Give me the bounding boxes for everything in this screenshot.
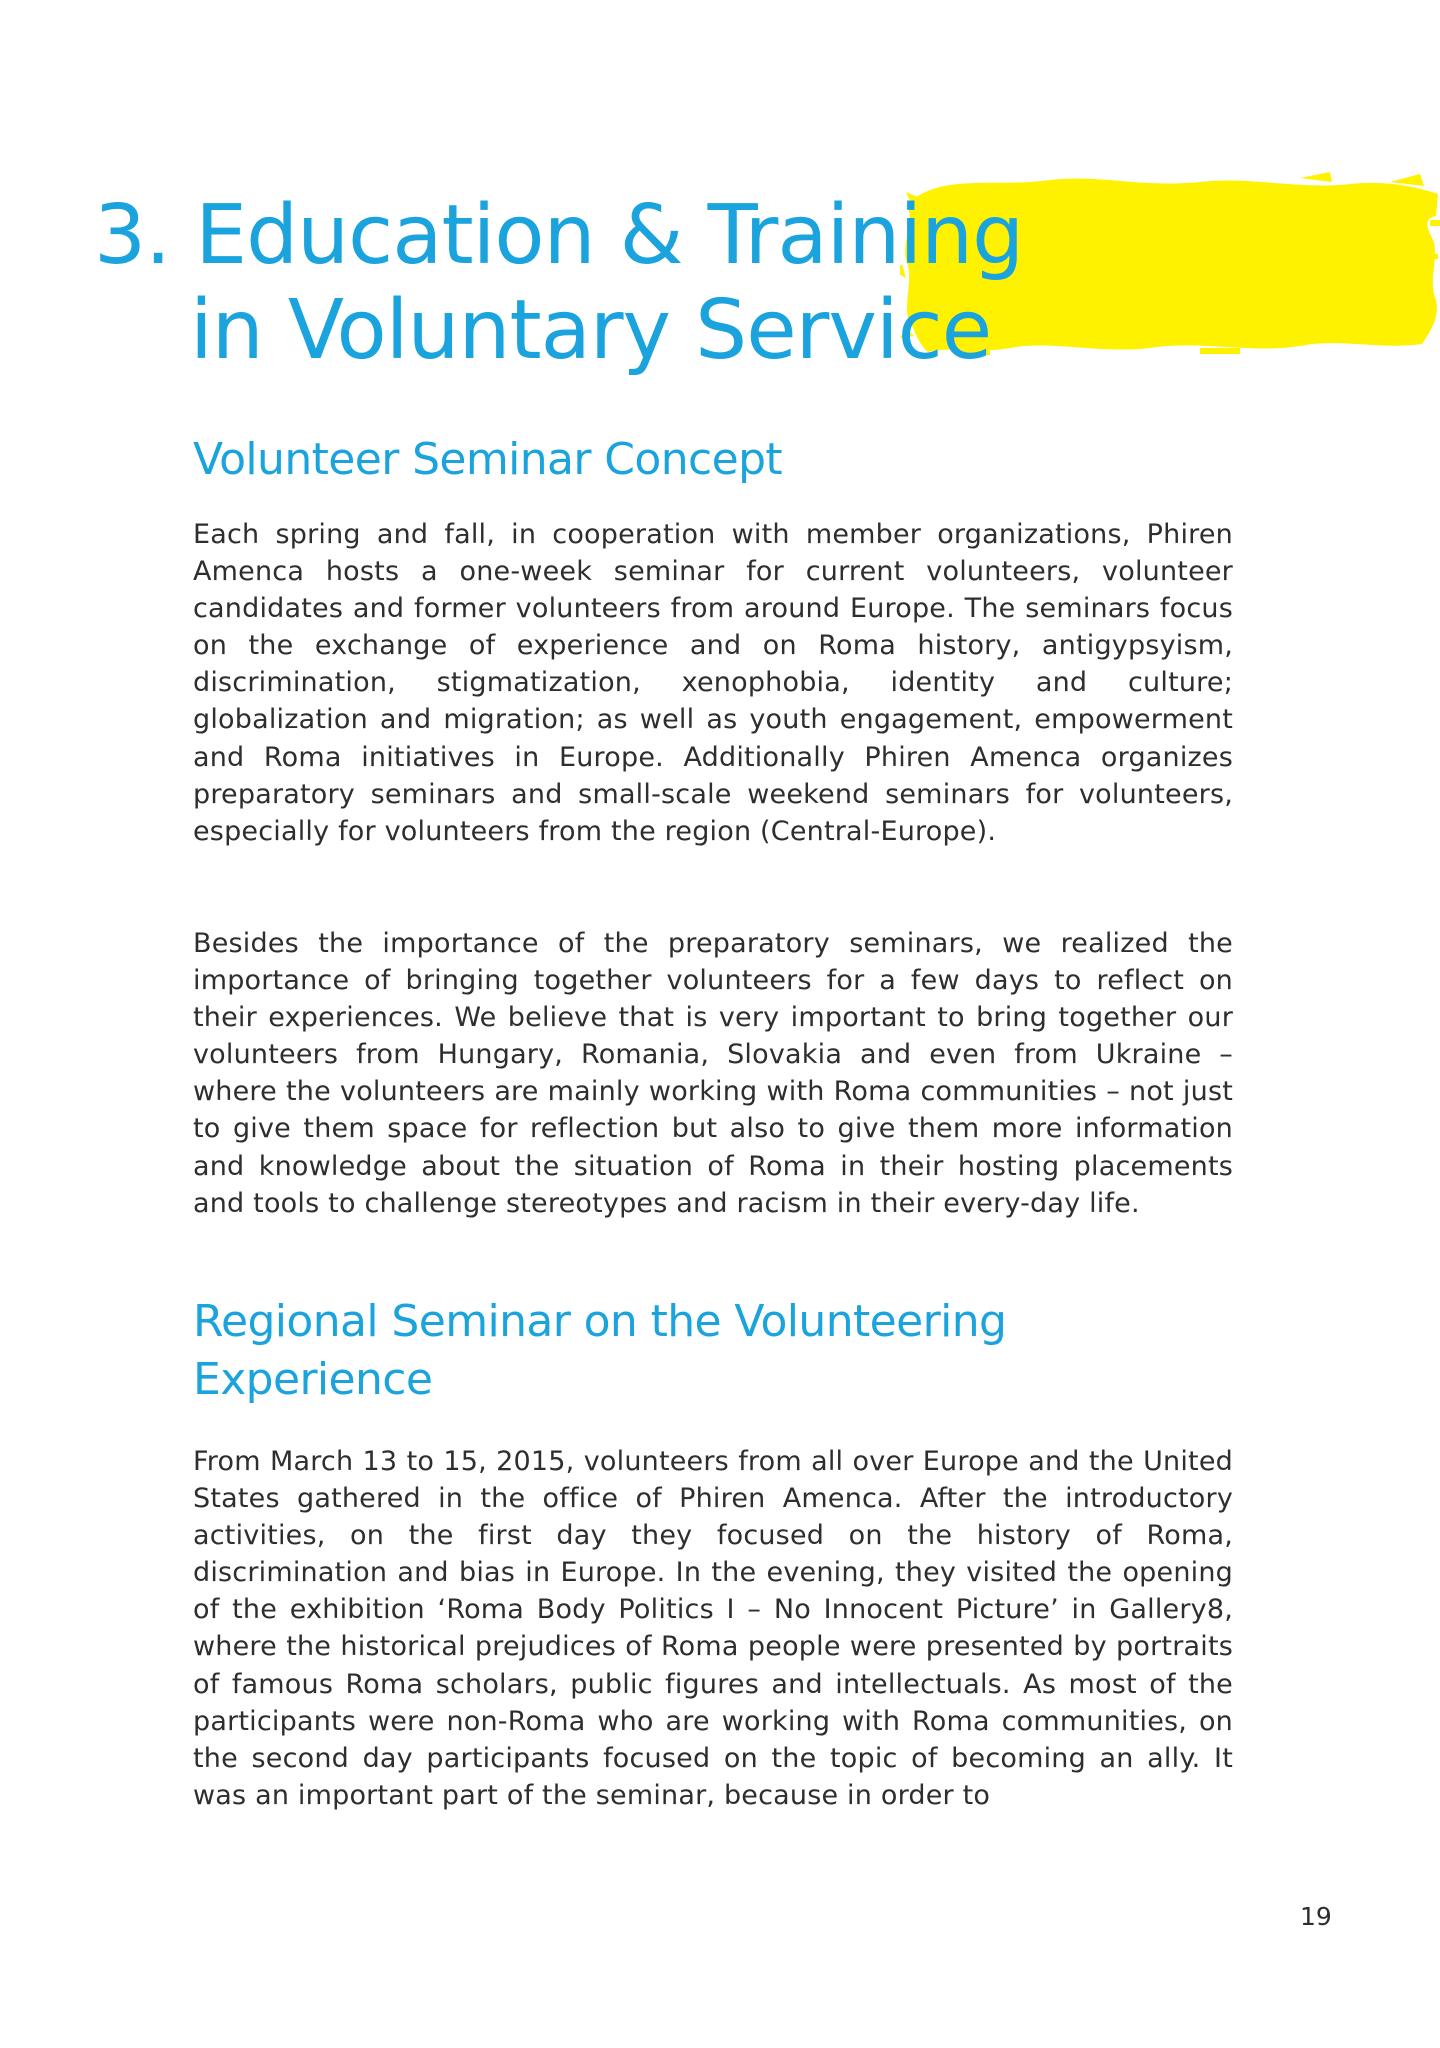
chapter-title-line-1: 3. Education & Training <box>94 188 1024 283</box>
paragraph-regional-seminar: From March 13 to 15, 2015, volunteers from all over Europe and the United States gathered in the office of Phiren Amenca. After the introductory activities, on the first day they focused on the history of Roma, discrimination and bias in Europe. In the evening, they visited the opening of the exhibition ‘Roma Body Politics I – No Innocent Picture’ in Gallery8, where the historical prejudices of Roma people were presented by portraits of famous Roma scholars, public figures and intellectuals. As most of the participants were non-Roma who are working with Roma communities, on the second day participants focused on the topic of becoming an ally. It was an important part of the seminar, because in order to <box>193 1446 1233 1811</box>
paragraph-importance: Besides the importance of the preparatory seminars, we realized the importance of bringing together volunteers for a few days to reflect on their experiences. We believe that is very important to bring together our volunteers from Hungary, Romania, Slovakia and even from Ukraine – where the volunteers are mainly working with Roma communities – not just to give them space for reflection but also to give them more information and knowledge about the situation of Roma in their hosting placements and tools to challenge stereotypes and racism in their every-day life. <box>193 928 1233 1219</box>
paragraph-seminar-concept: Each spring and fall, in cooperation with member organizations, Phiren Amenca hosts a one-week seminar for current volunteers, volunteer candidates and former volunteers from around Europe. The seminars focus on the exchange of experience and on Roma history, antigypsyism, discrimination, stigmatization, xenophobia, identity and culture; globalization and migration; as well as youth engagement, empowerment and Roma initiatives in Europe. Additionally Phiren Amenca organizes preparatory seminars and small-scale weekend seminars for volunteers, especially for volunteers from the region (Central-Europe). <box>193 519 1233 847</box>
page-number: 19 <box>1300 1902 1332 1931</box>
section-heading-line-1: Regional Seminar on the Volunteering <box>193 1296 1007 1347</box>
section-heading-line-2: Experience <box>193 1354 433 1405</box>
chapter-title <box>94 188 1023 378</box>
section-heading-regional-seminar <box>193 1293 1006 1409</box>
section-heading-volunteer-seminar: Volunteer Seminar Concept <box>193 434 783 485</box>
chapter-title-line-2: in Voluntary Service <box>190 283 992 378</box>
